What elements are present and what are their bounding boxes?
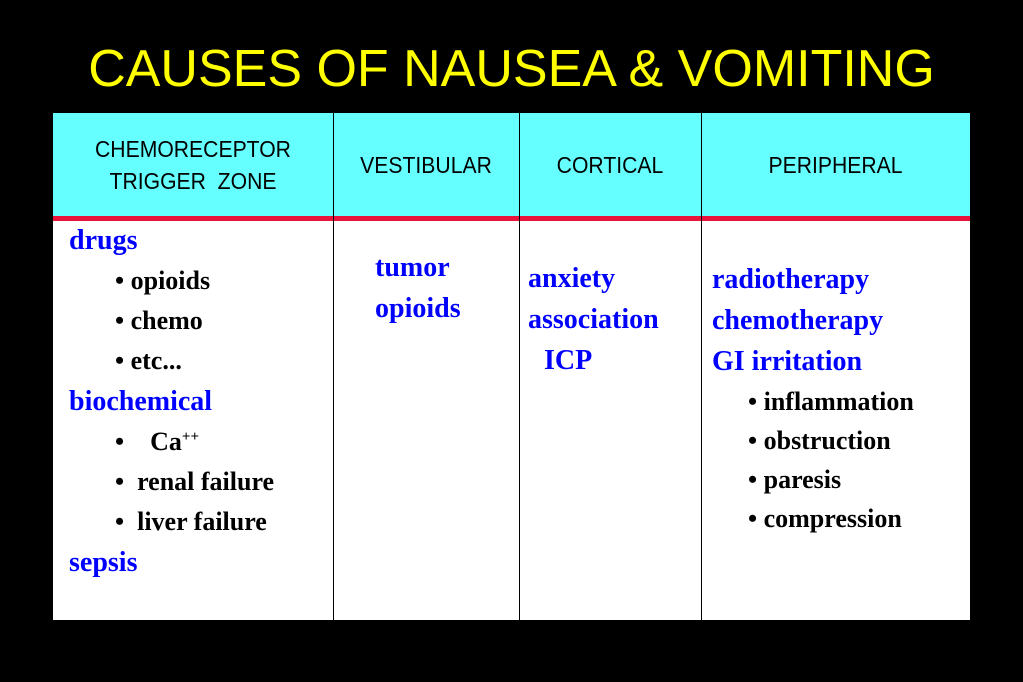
ctz-biochemical-label: biochemical: [69, 386, 213, 417]
calcium-charge: ++: [181, 429, 199, 445]
column-divider: [519, 113, 520, 620]
vestibular-item: tumor: [375, 252, 450, 283]
peripheral-sub-item: • obstruction: [748, 426, 891, 455]
header-peripheral: PERIPHERAL: [768, 151, 903, 178]
calcium-symbol: Ca: [150, 427, 182, 456]
cortical-item: ICP: [544, 345, 593, 376]
peripheral-sub-item: • paresis: [748, 465, 842, 494]
column-divider: [701, 113, 702, 620]
header-cortical: CORTICAL: [556, 151, 664, 178]
peripheral-sub-item: • inflammation: [748, 387, 914, 416]
ctz-drug-item: • chemo: [115, 306, 203, 335]
vestibular-item: opioids: [375, 293, 461, 324]
cortical-item: association: [528, 304, 659, 335]
peripheral-item: chemotherapy: [712, 305, 884, 336]
ctz-calcium-item: [69, 422, 274, 462]
ctz-drug-item: • etc...: [115, 346, 182, 375]
causes-table: [53, 113, 970, 620]
ctz-drug-item: • opioids: [115, 266, 211, 295]
header-ctz-line2: TRIGGER ZONE: [109, 167, 277, 194]
vestibular-cell: [375, 247, 461, 329]
ctz-renal-item: • renal failure: [115, 467, 275, 496]
header-vestibular: VESTIBULAR: [360, 151, 492, 178]
cortical-cell: [528, 258, 659, 381]
column-divider: [333, 113, 334, 620]
ctz-sepsis-label: sepsis: [69, 547, 138, 578]
cortical-item: anxiety: [528, 263, 616, 294]
bullet: •: [115, 427, 125, 456]
header-ctz-line1: CHEMORECEPTOR: [95, 135, 291, 162]
ctz-cell: [69, 220, 274, 583]
ctz-liver-item: • liver failure: [115, 507, 267, 536]
peripheral-item: radiotherapy: [712, 264, 870, 295]
slide-title: CAUSES OF NAUSEA & VOMITING: [88, 40, 935, 98]
peripheral-item: GI irritation: [712, 346, 863, 377]
peripheral-sub-item: • compression: [748, 504, 902, 533]
peripheral-cell: [712, 259, 914, 538]
header-ctz: [64, 113, 322, 216]
ctz-drugs-label: drugs: [69, 225, 138, 256]
